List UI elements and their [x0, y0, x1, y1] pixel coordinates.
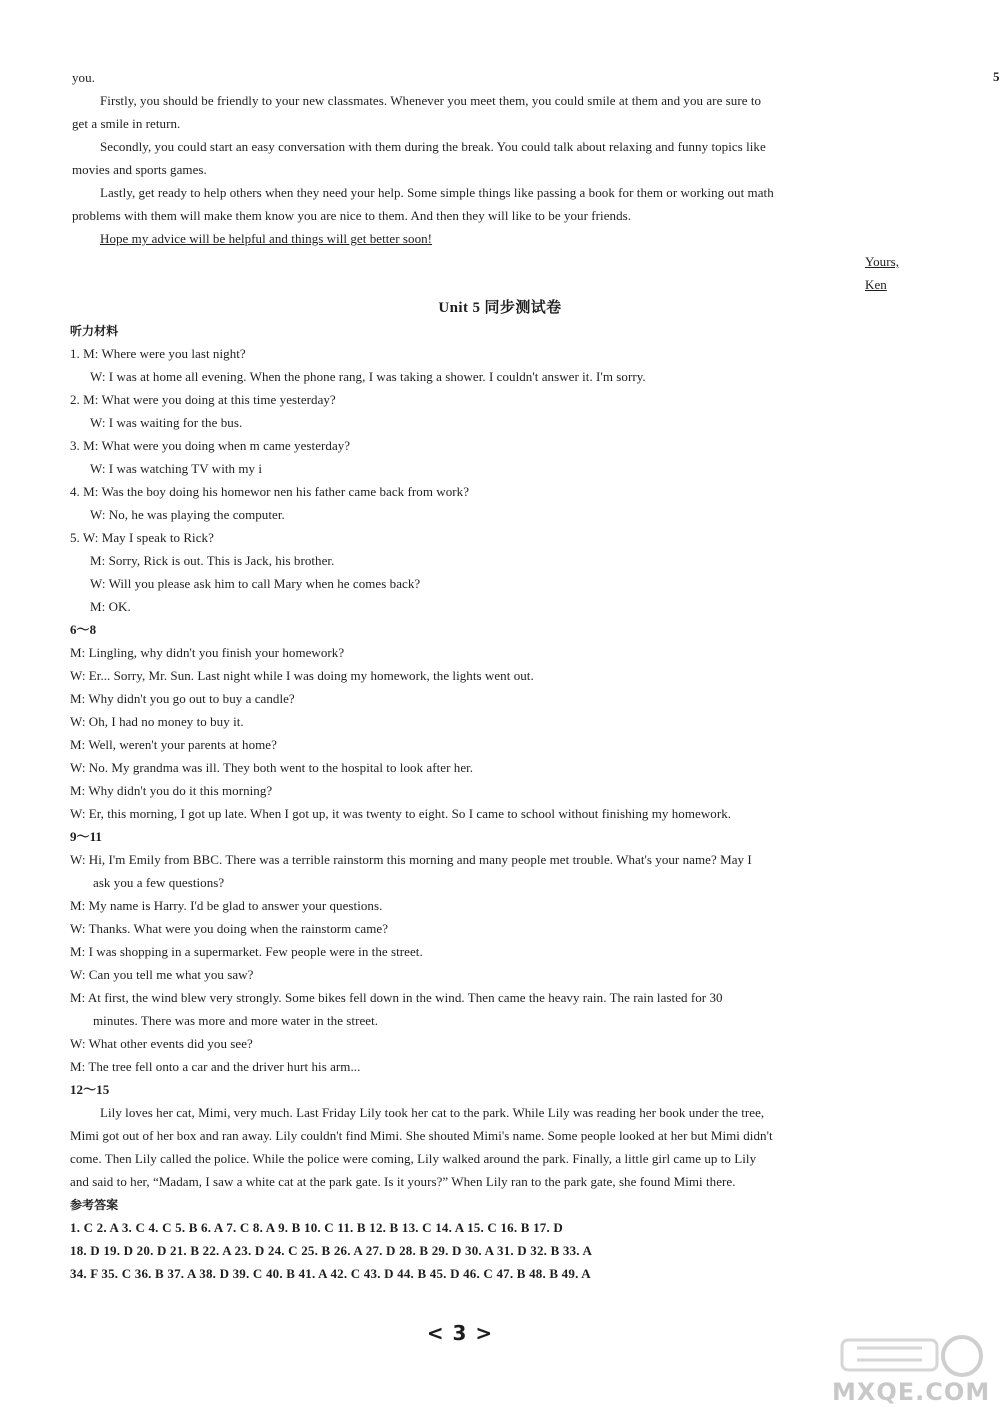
transcript-line: minutes. There was more and more water in the street. [93, 1013, 379, 1028]
letter-line: Firstly, you should be friendly to your new classmates. Whenever you meet them, you could smile at them and you are sure to [100, 93, 762, 108]
question-range: 6～8 [70, 622, 97, 637]
transcript-line: W: Er... Sorry, Mr. Sun. Last night while I was doing my homework, the lights went out. [70, 668, 534, 683]
transcript-line: M: My name is Harry. I'd be glad to answer your questions. [70, 898, 383, 913]
transcript-line: 1. M: Where were you last night? [70, 346, 246, 361]
transcript-line: W: Hi, I'm Emily from BBC. There was a terrible rainstorm this morning and many people met trouble. What's your name? May I [70, 852, 752, 867]
transcript-line: W: No. My grandma was ill. They both went to the hospital to look after her. [70, 760, 474, 775]
question-range: 12～15 [70, 1082, 110, 1097]
letter-line: Lastly, get ready to help others when they need your help. Some simple things like passing a book for them or working out math [100, 185, 774, 200]
transcript-line: W: No, he was playing the computer. [90, 507, 285, 522]
transcript-line: M: Lingling, why didn't you finish your homework? [70, 645, 345, 660]
letter-closing: Yours, [865, 254, 900, 269]
transcript-line: M: Well, weren't your parents at home? [70, 737, 277, 752]
letter-line: get a smile in return. [72, 116, 181, 131]
transcript-line: W: Can you tell me what you saw? [70, 967, 254, 982]
watermark-text: MXQE.COM [832, 1378, 991, 1406]
letter-line: problems with them will make them know you are nice to them. And then they will like to be your friends. [72, 208, 632, 223]
transcript-line: M: Sorry, Rick is out. This is Jack, his brother. [90, 553, 335, 568]
transcript-line: 2. M: What were you doing at this time yesterday? [70, 392, 336, 407]
transcript-line: 3. M: What were you doing when m came yesterday? [70, 438, 351, 453]
transcript-line: W: Oh, I had no money to buy it. [70, 714, 244, 729]
transcript-line: ask you a few questions? [93, 875, 225, 890]
page-number: < 3 > [426, 1321, 494, 1345]
answer-row: 34. F 35. C 36. B 37. A 38. D 39. C 40. B 41. A 42. C 43. D 44. B 45. D 46. C 47. B 48. B 49. A [70, 1266, 591, 1281]
transcript-line: W: What other events did you see? [70, 1036, 253, 1051]
transcript-line: W: I was at home all evening. When the phone rang, I was taking a shower. I couldn't answer it. I'm sorry. [90, 369, 646, 384]
section-heading: 参考答案 [70, 1198, 119, 1212]
transcript-line: and said to her, “Madam, I saw a white cat at the park gate. Is it yours?” When Lily ran to the park gate, she found Mimi there. [70, 1174, 736, 1189]
transcript-line: W: I was watching TV with my i [90, 461, 263, 476]
transcript-line: M: Why didn't you do it this morning? [70, 783, 273, 798]
transcript-line: Lily loves her cat, Mimi, very much. Last Friday Lily took her cat to the park. While Lily was reading her book under the tree, [100, 1105, 765, 1120]
transcript-line: W: Thanks. What were you doing when the rainstorm came? [70, 921, 389, 936]
transcript-line: 4. M: Was the boy doing his homewor nen his father came back from work? [70, 484, 470, 499]
transcript-line: Mimi got out of her box and ran away. Lily couldn't find Mimi. She shouted Mimi's name. Some people looked at her but Mimi didn't [70, 1128, 773, 1143]
transcript-line: M: OK. [90, 599, 131, 614]
transcript-line: 5. W: May I speak to Rick? [70, 530, 214, 545]
transcript-line: M: Why didn't you go out to buy a candle? [70, 691, 295, 706]
unit-title: Unit 5 同步测试卷 [438, 300, 562, 316]
transcript-line: W: Er, this morning, I got up late. When I got up, it was twenty to eight. So I came to school without finishing my homework. [70, 806, 732, 821]
letter-line: you. [72, 70, 95, 85]
watermark-logo [822, 1330, 990, 1415]
corner-mark: 5 [993, 69, 1000, 84]
question-range: 9～11 [70, 829, 102, 844]
letter-line: Hope my advice will be helpful and things will get better soon! [100, 231, 433, 246]
answer-row: 18. D 19. D 20. D 21. B 22. A 23. D 24. C 25. B 26. A 27. D 28. B 29. D 30. A 31. D 32. B 33. A [70, 1243, 593, 1258]
letter-line: movies and sports games. [72, 162, 207, 177]
letter-signature: Ken [865, 277, 887, 292]
transcript-line: M: I was shopping in a supermarket. Few people were in the street. [70, 944, 423, 959]
transcript-line: come. Then Lily called the police. While the police were coming, Lily walked around the park. Finally, a little girl came up to Lily [70, 1151, 757, 1166]
letter-line: Secondly, you could start an easy conversation with them during the break. You could talk about relaxing and funny topics like [100, 139, 766, 154]
transcript-line: M: The tree fell onto a car and the driver hurt his arm... [70, 1059, 361, 1074]
transcript-line: M: At first, the wind blew very strongly. Some bikes fell down in the wind. Then came the heavy rain. The rain lasted for 30 [70, 990, 723, 1005]
transcript-line: W: Will you please ask him to call Mary when he comes back? [90, 576, 421, 591]
answer-row: 1. C 2. A 3. C 4. C 5. B 6. A 7. C 8. A 9. B 10. C 11. B 12. B 13. C 14. A 15. C 16. B 17. D [70, 1220, 563, 1235]
section-heading: 听力材料 [70, 324, 119, 338]
watermark-icon [822, 1330, 990, 1380]
transcript-line: W: I was waiting for the bus. [90, 415, 243, 430]
